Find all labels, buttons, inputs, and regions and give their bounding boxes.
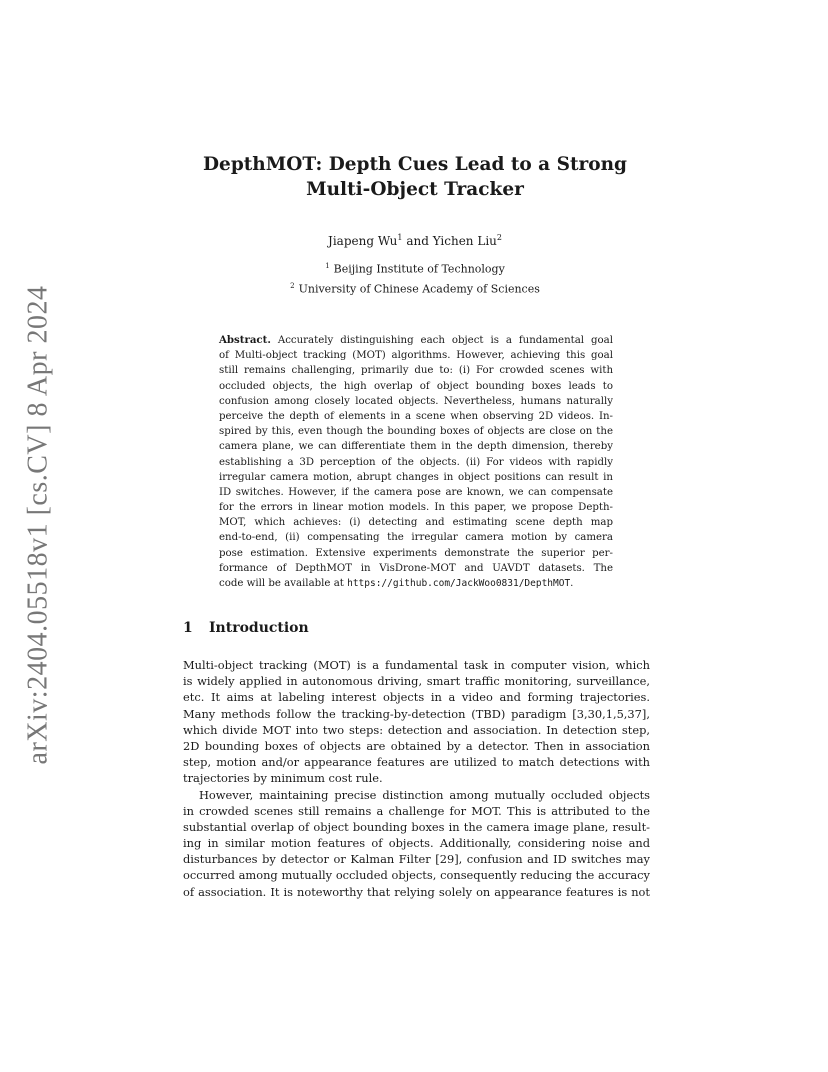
author-name: Yichen Liu xyxy=(432,234,497,248)
abstract-line: camera plane, we can differentiate them in the depth dimension, thereby xyxy=(219,441,613,453)
body-line: which divide MOT into two steps: detection and association. In detection step, xyxy=(183,722,650,737)
affiliation-marker: 1 xyxy=(325,262,330,270)
abstract-line: of Multi-object tracking (MOT) algorithms. However, achieving this goal xyxy=(219,350,613,362)
affiliation-marker: 1 xyxy=(397,233,403,242)
body-line: occurred among mutually occluded objects, consequently reducing the accuracy xyxy=(183,868,650,883)
abstract-line: irregular camera motion, abrupt changes in object positions can result in xyxy=(219,471,613,483)
author-list xyxy=(150,230,680,249)
section-number: 1 xyxy=(183,620,193,636)
abstract-line: establishing a 3D perception of the objects. (ii) For videos with rapidly xyxy=(219,456,613,468)
abstract-line: still remains challenging, primarily due to: (i) For crowded scenes with xyxy=(219,365,613,377)
abstract-line: end-to-end, (ii) compensating the irregular camera motion by camera xyxy=(219,532,613,544)
affiliation-marker: 2 xyxy=(496,233,502,242)
body-text xyxy=(183,657,650,900)
author-name: Jiapeng Wu xyxy=(328,234,398,248)
body-line: However, maintaining precise distinction among mutually occluded objects xyxy=(199,787,650,802)
abstract-line: perceive the depth of elements in a scene when observing 2D videos. In- xyxy=(219,410,613,422)
abstract-line: formance of DepthMOT in VisDrone-MOT and UAVDT datasets. The xyxy=(219,562,613,574)
body-line: substantial overlap of object bounding boxes in the camera image plane, result- xyxy=(183,819,650,834)
abstract-line: MOT, which achieves: (i) detecting and estimating scene depth map xyxy=(219,517,613,529)
abstract-line: code will be available at https://github.com/JackWoo0831/DepthMOT. xyxy=(219,578,574,589)
body-line: disturbances by detector or Kalman Filter [29], confusion and ID switches may xyxy=(183,852,650,867)
body-line: is widely applied in autonomous driving, smart traffic monitoring, surveillance, xyxy=(183,674,650,689)
arxiv-identifier-text: arXiv:2404.05518v1 [cs.CV] 8 Apr 2024 xyxy=(22,285,53,765)
body-line: trajectories by minimum cost rule. xyxy=(183,771,383,786)
body-line: in crowded scenes still remains a challenge for MOT. This is attributed to the xyxy=(183,803,650,818)
body-line: etc. It aims at labeling interest objects in a video and forming trajectories. xyxy=(183,690,650,705)
affiliation-name: University of Chinese Academy of Sciences xyxy=(298,282,540,296)
code-url[interactable]: https://github.com/JackWoo0831/DepthMOT xyxy=(347,578,571,589)
body-line: of association. It is noteworthy that relying solely on appearance features is not xyxy=(183,884,650,899)
abstract xyxy=(219,333,613,591)
affiliation-item xyxy=(150,278,680,298)
body-line: Many methods follow the tracking-by-detection (TBD) paradigm [3,30,1,5,37], xyxy=(183,706,650,721)
title-line-1: DepthMOT: Depth Cues Lead to a Strong xyxy=(203,154,627,175)
abstract-line: Abstract. Accurately distinguishing each object is a fundamental goal xyxy=(219,334,613,346)
affiliation-item xyxy=(150,258,680,278)
author-separator: and xyxy=(402,234,433,248)
affiliation-marker: 2 xyxy=(290,281,295,290)
affiliation-name: Beijing Institute of Technology xyxy=(333,262,505,276)
abstract-label: Abstract. xyxy=(219,334,271,346)
body-line: 2D bounding boxes of objects are obtained by a detector. Then in association xyxy=(183,738,650,753)
title-line-2: Multi-Object Tracker xyxy=(306,179,524,200)
abstract-line: spired by this, even though the bounding boxes of objects are close on the xyxy=(219,426,613,438)
abstract-line: pose estimation. Extensive experiments demonstrate the superior per- xyxy=(219,547,613,559)
body-line: step, motion and/or appearance features are utilized to match detections with xyxy=(183,755,650,770)
arxiv-identifier xyxy=(20,285,56,765)
section-heading xyxy=(183,619,309,637)
abstract-line: for the errors in linear motion models. In this paper, we propose Depth- xyxy=(219,502,613,514)
body-line: Multi-object tracking (MOT) is a fundamental task in computer vision, which xyxy=(183,658,650,672)
paper-title xyxy=(150,152,680,202)
body-line: ing in similar motion features of objects. Additionally, considering noise and xyxy=(183,836,650,851)
abstract-line: ID switches. However, if the camera pose are known, we can compensate xyxy=(219,486,613,498)
abstract-line: confusion among closely located objects. Nevertheless, humans naturally xyxy=(219,395,613,407)
abstract-line: occluded objects, the high overlap of object bounding boxes leads to xyxy=(219,380,613,392)
affiliations xyxy=(150,258,680,297)
section-title: Introduction xyxy=(209,620,309,636)
